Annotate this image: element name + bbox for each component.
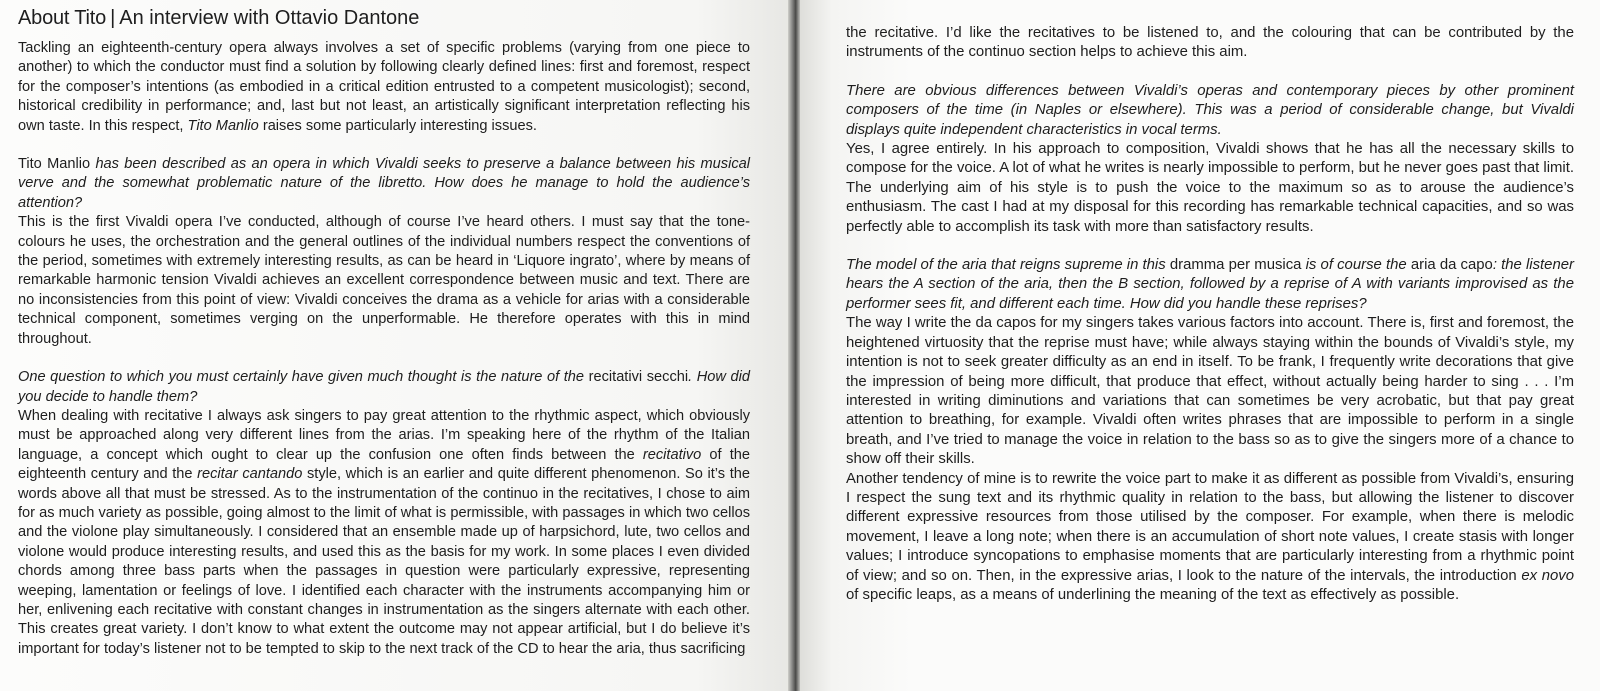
question-1-opera-title: Tito Manlio: [18, 156, 91, 173]
question-4-term-dramma: dramma per musica: [1169, 257, 1302, 274]
question-4-term-aria-da-capo: aria da capo: [1410, 257, 1493, 274]
question-1-text: has been described as an opera in which Vivaldi seeks to preserve a balance between his musical verve and the somewhat problematic nature of the libretto. How does he manage to hold the audience’s attention?: [18, 156, 750, 211]
answer-2-term-recitar-cantando: recitar cantando: [197, 466, 303, 483]
question-4-text-mid: is of course the: [1301, 257, 1411, 274]
answer-3: Yes, I agree entirely. In his approach to composition, Vivaldi shows that he has all the necessary skills to compose for the voice. A lot of what he writes is nearly impossible to perform, but he never goes past that limit. The underlying aim of his style is to push the voice to the maximum so as to arouse the audience’s enthusiasm. The cast I had at my disposal for this recording has remarkable technical capacities, and so was perfectly able to accomplish its task with more than satisfactory results.: [846, 141, 1574, 235]
question-2-text-end: . How did you decide to handle them?: [18, 369, 750, 405]
answer-4-text: Another tendency of mine is to rewrite the voice part to make it as different as possible from Vivaldi’s, ensuring I respect the sung text and its rhythmic quality in relation to the bass, but allowing the listener to discover different expressive resources from those utilised by the composer. For example, when there is melodic movement, I leave a long note; when there is an accumulation of short note values, I create stasis with longer values; I introduce syncopations to emphasise moments that are particularly interesting from a rhythmic point of view; and so on. Then, in the expressive arias, I look to the nature of the intervals, the introduction: [846, 470, 1574, 584]
question-1: [18, 155, 750, 213]
running-head-title: About Tito: [18, 7, 107, 29]
answer-4-text-end: of specific leaps, as a means of underlining the meaning of the text as effectively as possible.: [846, 586, 1460, 603]
answer-1: This is the first Vivaldi opera I’ve conducted, although of course I’ve heard others. I must say that the tone-colours he uses, the orchestration and the general outlines of the individual numbers respect the conventions of the period, sometimes with extremely interesting results, as can be heard in ‘Liquore ingrato’, where by means of remarkable harmonic tension Vivaldi achieves an excellent correspondence between music and text. There are no inconsistencies from this point of view: Vivaldi conceives the drama as a vehicle for arias with a considerable technical component, sometimes verging on the unperformable. He therefore operates with this in mind throughout.: [18, 214, 750, 347]
running-head: [18, 4, 750, 32]
continuation-paragraph: the recitative. I’d like the recitatives to be listened to, and the colouring that can be contributed by the instruments of the continuo section helps to achieve this aim.: [846, 25, 1574, 61]
question-2-term: recitativi secchi: [588, 369, 689, 386]
intro-paragraph: [18, 39, 750, 136]
question-4-text-end: : the listener hears the A section of the aria, then the B section, followed by a reprise of A with variants improvised as the performer sees fit, and different each time. How did you handle these reprises?: [846, 257, 1574, 312]
question-3: There are obvious differences between Vivaldi’s operas and contemporary pieces by other prominent composers of the time (in Naples or elsewhere). This was a period of considerable change, but Vivaldi displays quite independent characteristics in vocal terms.: [846, 82, 1574, 138]
answer-2-text-mid: of the eighteenth century and the: [18, 446, 750, 483]
intro-text: Tackling an eighteenth-century opera always involves a set of specific problems (varying from one piece to another) to which the conductor must find a solution by following clearly defined lines: first and foremost, respect for the composer’s intentions (as embodied in a critical edition entrusted to a competent musicologist); second, historical credibility in performance; and, last but not least, an artistically significant interpretation reflecting his own taste. In this respect,: [18, 40, 750, 134]
answer-2-text-end: style, which is an earlier and quite different phenomenon. So it’s the words above all that must be stressed. As to the instrumentation of the continuo in the recitatives, I chose to aim for as much variety as possible, going almost to the limit of what is permissible, with passages in which two cellos and the violone play simultaneously. I considered that an ensemble made up of harpsichord, lute, two cellos and violone would produce interesting results, and used this as the basis for my work. In some places I even divided chords among three bass parts when the passages in question were particularly expressive, representing weeping, lamentation or feelings of love. I identified each character with the instruments accompanying him or her, enlivening each recitative with constant changes in instrumentation as the singers alternate with each other. This creates great variety. I don’t know to what extent the outcome may not appear artificial, but I do believe it’s important for today’s listener not to be tempted to skip to the next track of the CD to hear the aria, thus sacrificing: [18, 466, 750, 657]
question-4-text: The model of the aria that reigns supreme in this: [846, 257, 1170, 274]
answer-2-term-recitativo: recitativo: [642, 446, 702, 463]
intro-text-end: raises some particularly interesting issues.: [258, 117, 537, 134]
answer-4-paragraph-2: [846, 470, 1574, 606]
question-4: [846, 256, 1574, 314]
running-head-separator: |: [110, 7, 116, 29]
question-2: [18, 368, 750, 407]
intro-opera-title: Tito Manlio: [187, 117, 259, 134]
right-page: [800, 0, 1600, 691]
answer-4-paragraph-1: The way I write the da capos for my singers takes various factors into account. There is, first and foremost, the heightened virtuosity that the reprise must have; while always staying within the bounds of Vivaldi’s style, my intention is not to seek greater difficulty as an end in itself. To be frank, I frequently write decorations that give the impression of being more difficult, that produce that effect, without actually being harder to sing . . . I’m interested in writing diminutions and variations that can sometimes be very acrobatic, but that pay great attention to breathing, for example. Vivaldi often writes phrases that are impossible to perform in a single breath, and I’ve tried to manage the voice in relation to the bass so as to give the singers more of a chance to show off their skills.: [846, 315, 1574, 468]
answer-4-term-ex-novo: ex novo: [1521, 567, 1574, 584]
left-column: [18, 4, 750, 659]
answer-2: [18, 407, 750, 659]
question-2-text: One question to which you must certainly have given much thought is the nature of the: [18, 369, 589, 386]
answer-2-text: When dealing with recitative I always ask singers to pay great attention to the rhythmic aspect, which obviously must be approached along very different lines from the arias. I’m speaking here of the rhythm of the Italian language, a concept which ought to clear up the confusion one often finds between the: [18, 407, 750, 463]
right-column: [846, 24, 1574, 605]
running-head-subtitle: An interview with Ottavio Dantone: [119, 7, 420, 29]
left-page: [0, 0, 790, 691]
